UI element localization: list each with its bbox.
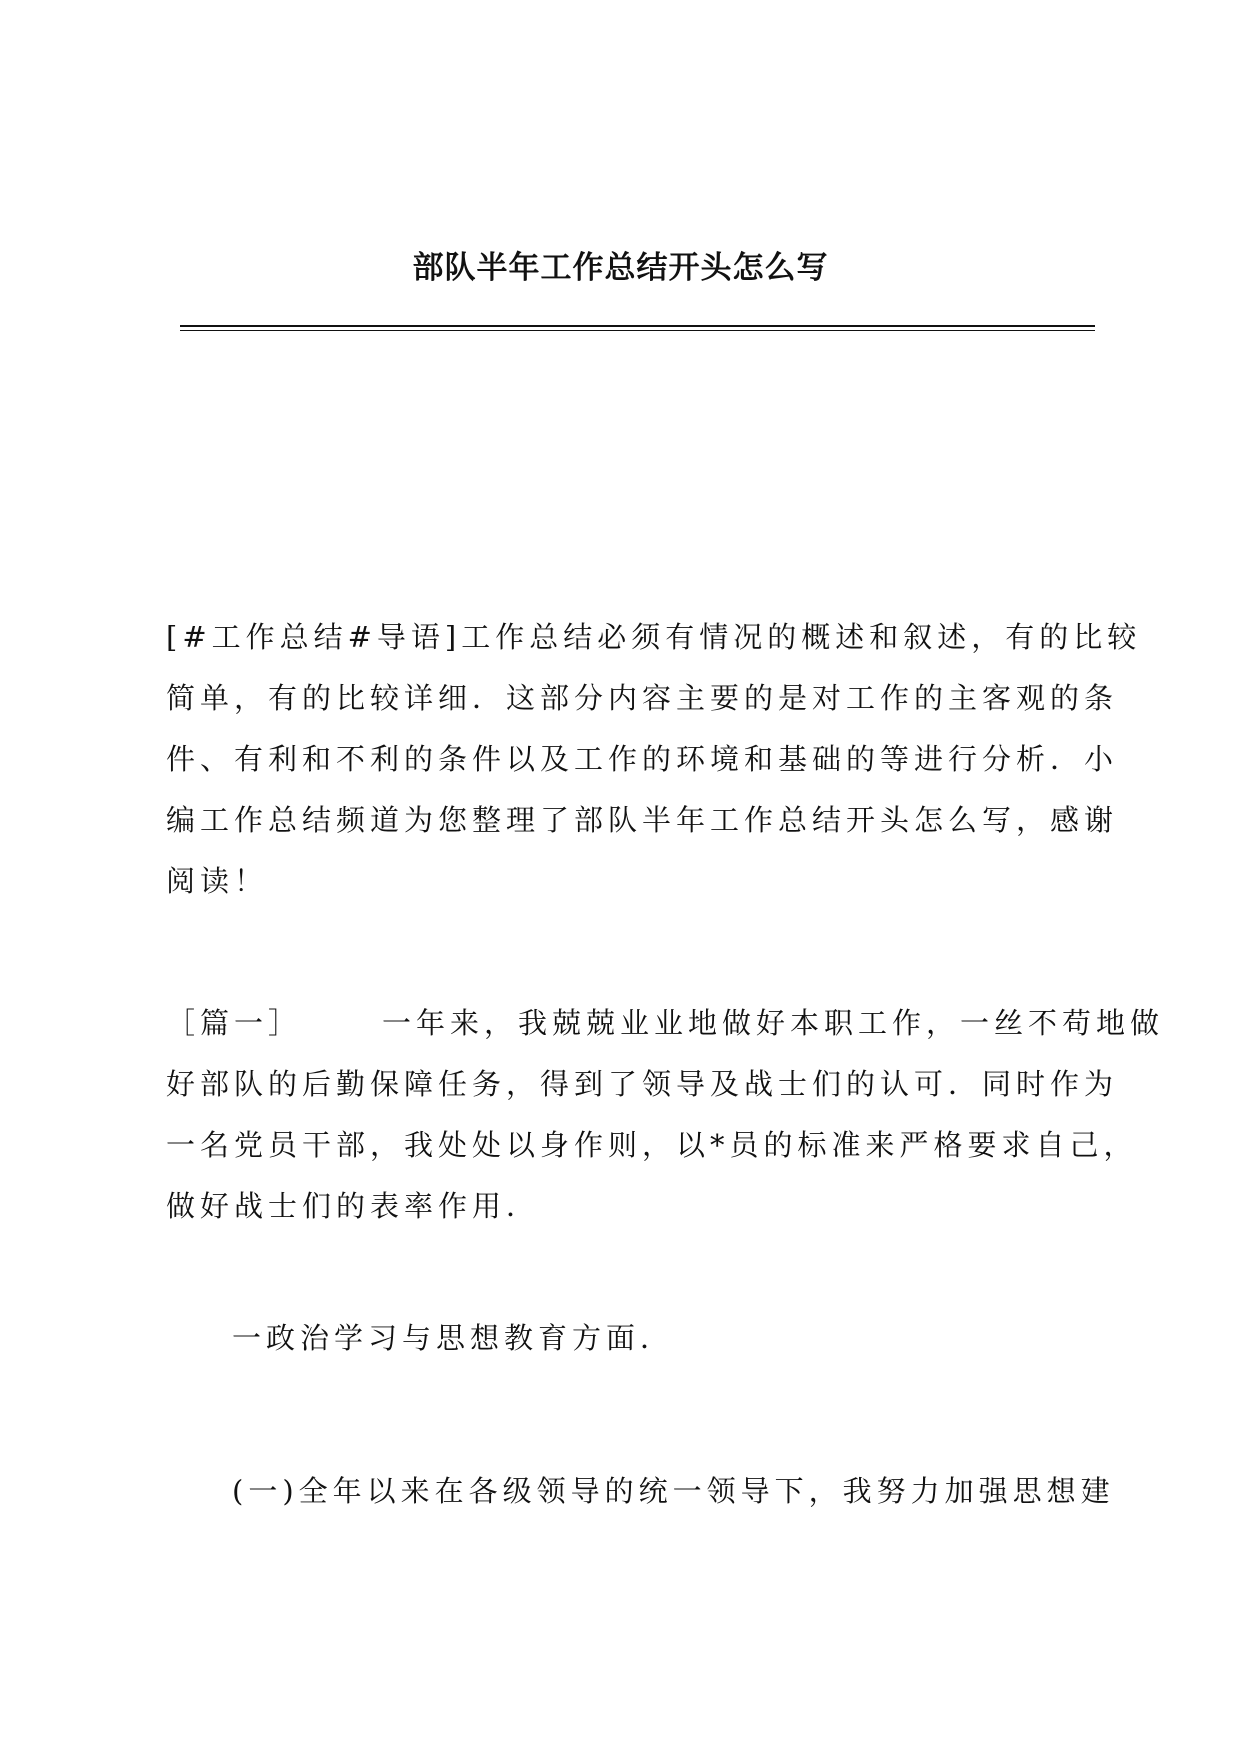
intro-paragraph — [166, 607, 1142, 912]
part1-first-line — [166, 993, 1165, 1054]
document-title: 部队半年工作总结开头怎么写 — [412, 250, 829, 286]
intro-line: [#工作总结#导语]工作总结必须有情况的概述和叙述，有的比较 — [166, 620, 1142, 654]
title-rule-thin — [180, 330, 1095, 331]
intro-line: 简单，有的比较详细．这部分内容主要的是对工作的主客观的条 — [166, 681, 1119, 715]
section-heading-text: 一政治学习与思想教育方面． — [232, 1321, 675, 1355]
section-heading — [232, 1308, 1162, 1369]
part1-line: 一名党员干部，我处处以身作则，以*员的标准来严格要求自己， — [166, 1128, 1138, 1162]
part1-paragraph — [166, 993, 1165, 1237]
intro-line: 编工作总结频道为您整理了部队半年工作总结开头怎么写，感谢 — [166, 803, 1119, 837]
intro-line: 阅读！ — [166, 864, 269, 898]
intro-line: 件、有利和不利的条件以及工作的环境和基础的等进行分析．小 — [166, 742, 1119, 776]
title-rule-thick — [180, 325, 1095, 327]
part1-label: ［篇一］ — [166, 1006, 303, 1040]
part1-line: 做好战士们的表率作用． — [166, 1189, 541, 1223]
part1-line: 一年来，我兢兢业业地做好本职工作，一丝不苟地做 — [382, 1006, 1165, 1040]
item1-paragraph — [232, 1461, 1115, 1522]
item1-line: (一)全年以来在各级领导的统一领导下，我努力加强思想建 — [232, 1474, 1115, 1508]
part1-line: 好部队的后勤保障任务，得到了领导及战士们的认可．同时作为 — [166, 1067, 1119, 1101]
